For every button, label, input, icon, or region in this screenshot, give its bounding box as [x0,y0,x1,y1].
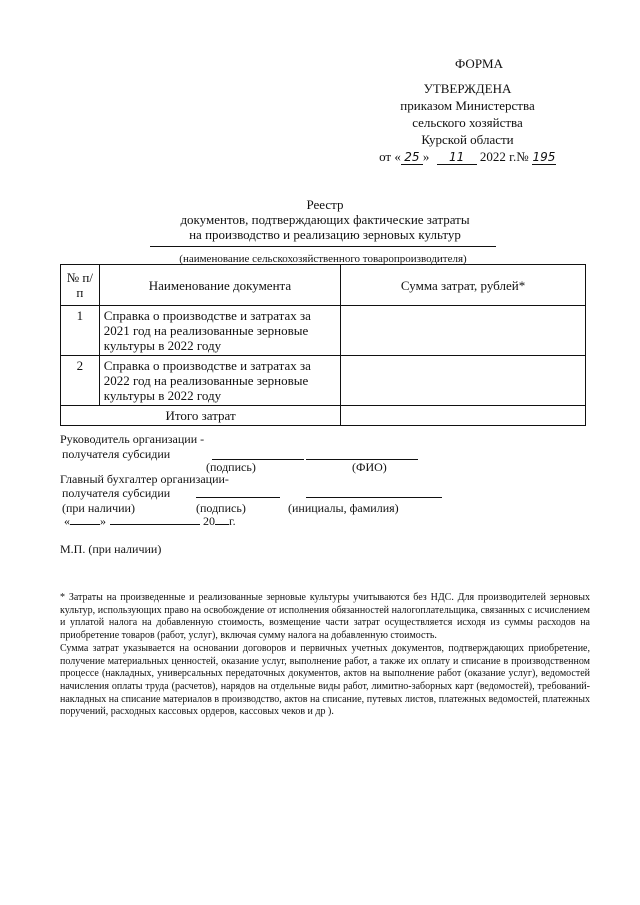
row-num: 2 [61,356,100,406]
title-line: на производство и реализацию зерновых культур [189,227,461,242]
row-name: Справка о производстве и затратах за 2021 год на реализованные зерновые культуры в 2022 году [99,306,340,356]
approved-line: Курской области [421,132,514,147]
order-quote-close: » [422,149,430,164]
head-title-line1: Руководитель организации - [60,432,205,446]
form-label: ФОРМА [455,56,503,71]
row-name: Справка о производстве и затратах за 2022 год на реализованные зерновые культуры в 2022 году [99,356,340,406]
stamp-note: М.П. (при наличии) [60,542,162,556]
date-month-field[interactable] [110,524,200,525]
title-line: Реестр [306,197,344,212]
date-day-field[interactable] [70,524,100,525]
approved-line: приказом Министерства [400,98,535,113]
table-header-row [61,265,586,306]
caption-sign: (подпись) [206,460,256,474]
row-sum-cell[interactable] [341,306,586,356]
total-value-cell[interactable] [341,406,586,426]
order-prefix: от « [379,149,401,164]
producer-name-line[interactable] [150,246,496,247]
registry-table [60,264,586,426]
caption-fio: (ФИО) [352,460,387,474]
order-number: 195 [532,150,556,164]
approved-heading: УТВЕРЖДЕНА [423,81,512,96]
total-label: Итого затрат [61,406,341,426]
approval-block [360,80,575,165]
table-row [61,306,586,356]
accountant-signature-line[interactable] [196,497,280,498]
date-open: « [64,514,70,528]
date-line [64,514,236,529]
date-close: » [100,514,106,528]
row-sum-cell[interactable] [341,356,586,406]
date-year-field[interactable] [215,524,229,525]
order-day: 25 [401,151,423,165]
footnote-paragraph: Сумма затрат указывается на основании договоров и первичных учетных документов, подтверждающих приобретение, получение материальных ценностей, оказание услуг, выполнение работ, а также их оплату и списание в производственном процессе (накладных, универсальных передаточных документов, актов на выполнение работ (оказание услуг), ведомостей начисления оплаты труда (расчетов), нарядов на отдельные виды работ, лимитно-заборных карт (ведомостей), требований-накладных на списание материалов в производство, актов на списание, путевых листов, платежных ведомостей, платежных поручений, расходных кассовых ордеров, кассовых чеков и др ). [60,642,590,718]
table-row [61,356,586,406]
head-title-line2: получателя субсидии [62,447,171,461]
approved-line: сельского хозяйства [412,115,523,130]
date-year: 20 [203,514,215,528]
order-month: 11 [437,151,477,165]
producer-caption: (наименование сельскохозяйственного товаропроизводителя) [179,253,467,265]
accountant-initials-line[interactable] [306,497,442,498]
row-num: 1 [61,306,100,356]
date-suffix: г. [229,514,236,528]
order-line [360,148,575,165]
footnote-paragraph: * Затраты на произведенные и реализованные зерновые культуры учитываются без НДС. Для производителей зерновых культур, использующих право на освобождение от исполнения обязанностей налогоплательщика, связанных с исчислением и уплатой налога на добавленную стоимость, возмещение части затрат осуществляется исходя из суммы расходов на приобретение товаров (работ, услуг), включая сумму налога на добавленную стоимость. [60,592,590,642]
total-row [61,406,586,426]
col-num-header: № п/п [61,265,100,306]
accountant-title-line1: Главный бухгалтер организации- [60,472,229,486]
col-sum-header: Сумма затрат, рублей* [341,265,586,306]
document-title [120,197,530,242]
col-name-header: Наименование документа [99,265,340,306]
caption-sign2: (подпись) [196,501,246,515]
title-line: документов, подтверждающих фактические затраты [180,212,470,227]
caption-initials: (инициалы, фамилия) [288,501,399,515]
if-any-note: (при наличии) [62,501,135,515]
footnote [60,592,590,719]
accountant-title-line2: получателя субсидии [62,486,171,500]
order-year: 2022 г.№ [479,149,529,164]
